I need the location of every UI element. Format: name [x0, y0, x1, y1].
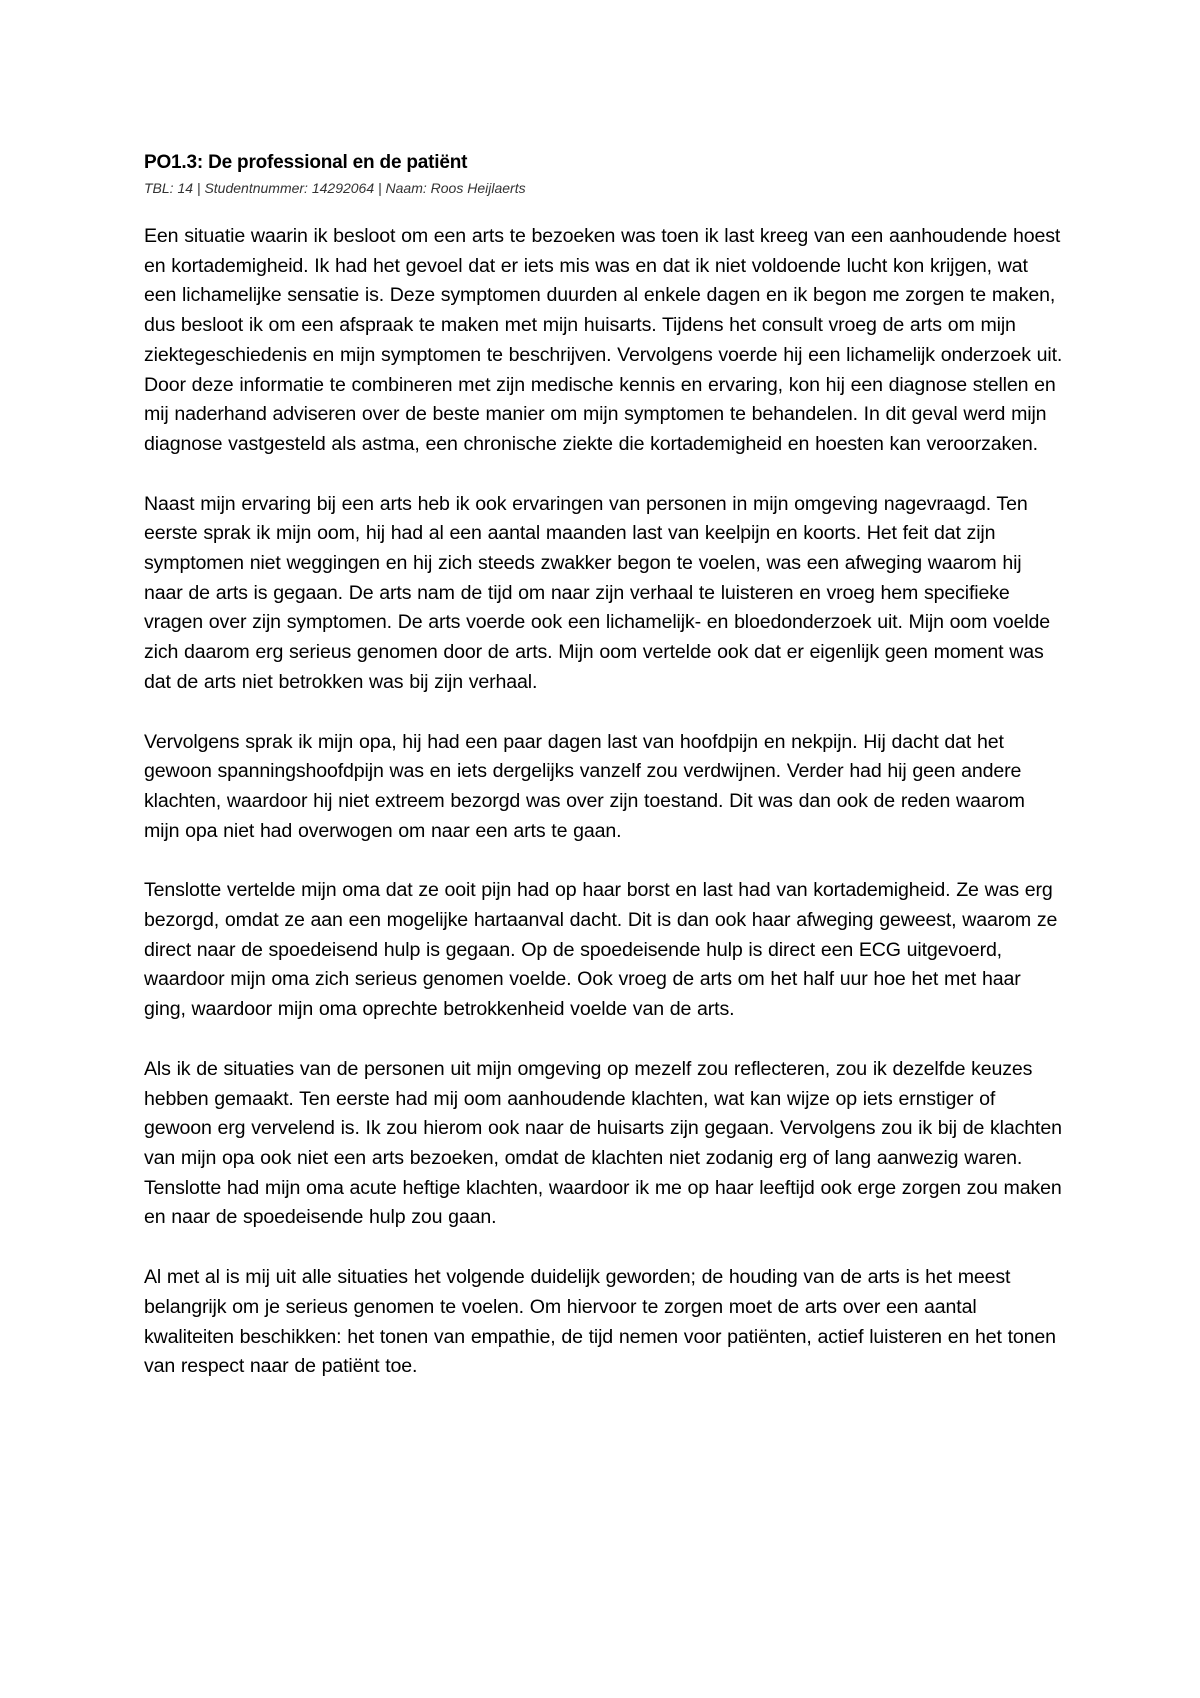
- document-subtitle: TBL: 14 | Studentnummer: 14292064 | Naam: Roos Heijlaerts: [144, 180, 526, 196]
- document-page: [144, 150, 1064, 1412]
- paragraph-uncle: Naast mijn ervaring bij een arts heb ik ook ervaringen van personen in mijn omgeving nagevraagd. Ten eerste sprak ik mijn oom, hij had al een aantal maanden last van keelpijn en koorts. Het feit dat zijn symptomen niet weggingen en hij zich steeds zwakker begon te voelen, was een afweging waarom hij naar de arts is gegaan. De arts nam de tijd om naar zijn verhaal te luisteren en vroeg hem specifieke vragen over zijn symptomen. De arts voerde ook een lichamelijk- en bloedonderzoek uit. Mijn oom voelde zich daarom erg serieus genomen door de arts. Mijn oom vertelde ook dat er eigenlijk geen moment was dat de arts niet betrokken was bij zijn verhaal.: [144, 492, 1050, 693]
- paragraph-grandmother: Tenslotte vertelde mijn oma dat ze ooit pijn had op haar borst en last had van kortademigheid. Ze was erg bezorgd, omdat ze aan een mogelijke hartaanval dacht. Dit is dan ook haar afweging geweest, waarom ze direct naar de spoedeisend hulp is gegaan. Op de spoedeisende hulp is direct een ECG uitgevoerd, waardoor mijn oma zich serieus genomen voelde. Ook vroeg de arts om het half uur hoe het met haar ging, waardoor mijn oma oprechte betrokkenheid voelde van de arts.: [144, 879, 1058, 1021]
- paragraph-grandfather: Vervolgens sprak ik mijn opa, hij had een paar dagen last van hoofdpijn en nekpijn. Hij dacht dat het gewoon spanningshoofdpijn was en iets dergelijks vanzelf zou verdwijnen. Verder had hij geen andere klachten, waardoor hij niet extreem bezorgd was over zijn toestand. Dit was dan ook de reden waarom mijn opa niet had overwogen om naar een arts te gaan.: [144, 730, 1025, 842]
- paragraph-reflection: Als ik de situaties van de personen uit mijn omgeving op mezelf zou reflecteren, zou ik dezelfde keuzes hebben gemaakt. Ten eerste had mij oom aanhoudende klachten, wat kan wijze op iets ernstiger of gewoon erg vervelend is. Ik zou hierom ook naar de huisarts zijn gegaan. Vervolgens zou ik bij de klachten van mijn opa ook niet een arts bezoeken, omdat de klachten niet zodanig erg of lang aanwezig waren. Tenslotte had mijn oma acute heftige klachten, waardoor ik me op haar leeftijd ook erge zorgen zou maken en naar de spoedeisende hulp zou gaan.: [144, 1057, 1062, 1229]
- paragraph-own-experience: Een situatie waarin ik besloot om een arts te bezoeken was toen ik last kreeg van een aanhoudende hoest en kortademigheid. Ik had het gevoel dat er iets mis was en dat ik niet voldoende lucht kon krijgen, wat een lichamelijke sensatie is. Deze symptomen duurden al enkele dagen en ik begon me zorgen te maken, dus besloot ik om een afspraak te maken met mijn huisarts. Tijdens het consult vroeg de arts om mijn ziektegeschiedenis en mijn symptomen te beschrijven. Vervolgens voerde hij een lichamelijk onderzoek uit. Door deze informatie te combineren met zijn medische kennis en ervaring, kon hij een diagnose stellen en mij naderhand adviseren over de beste manier om mijn symptomen te behandelen. In dit geval werd mijn diagnose vastgesteld als astma, een chronische ziekte die kortademigheid en hoesten kan veroorzaken.: [144, 225, 1063, 455]
- document-body: [144, 222, 1064, 1382]
- document-title: PO1.3: De professional en de patiënt: [144, 152, 468, 173]
- paragraph-conclusion: Al met al is mij uit alle situaties het volgende duidelijk geworden; de houding van de arts is het meest belangrijk om je serieus genomen te voelen. Om hiervoor te zorgen moet de arts over een aantal kwaliteiten beschikken: het tonen van empathie, de tijd nemen voor patiënten, actief luisteren en het tonen van respect naar de patiënt toe.: [144, 1266, 1056, 1378]
